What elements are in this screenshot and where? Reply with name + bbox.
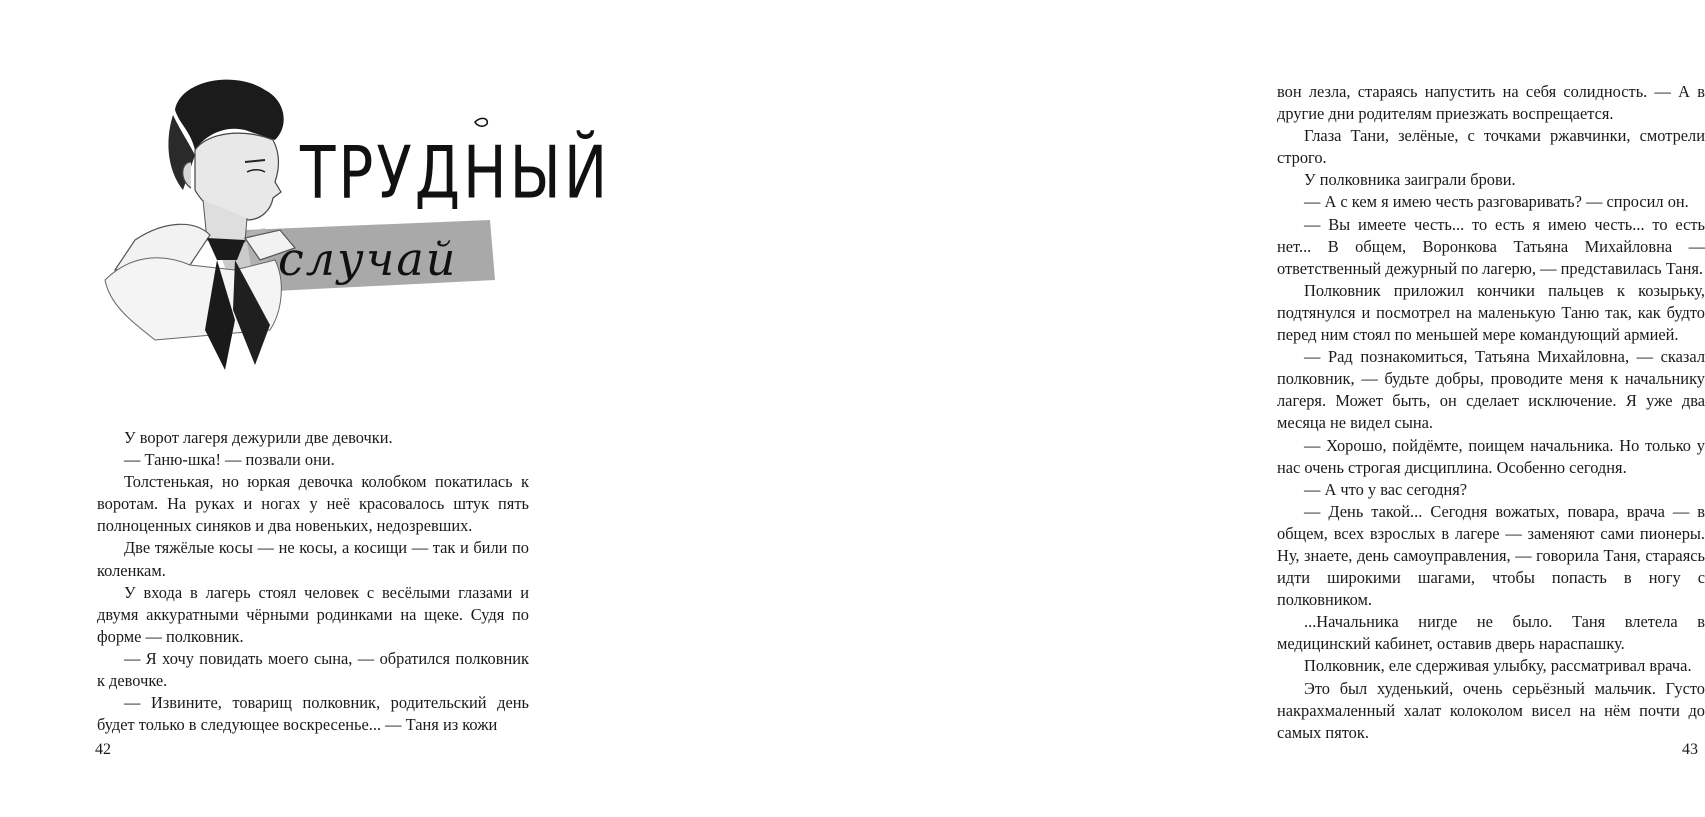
paragraph: — А с кем я имею честь разговаривать? — спросил он. — [1304, 192, 1689, 212]
paragraph: — Я хочу повидать моего сына, — обратился полковник к девочке. — [97, 648, 529, 691]
page-number-right: 43 — [1682, 741, 1698, 758]
left-page-text — [97, 427, 529, 736]
paragraph: — А что у вас сегодня? — [1304, 479, 1468, 499]
chapter-illustration — [95, 70, 515, 390]
paragraph: Это был худенький, очень серьёзный мальчик. Густо накрахмаленный халат колоколом висел на нём почти до самых пяток. — [1277, 678, 1705, 742]
paragraph: — Извините, товарищ полковник, родительский день будет только в следующее воскресенье... — Таня из кожи — [97, 693, 529, 735]
paragraph: — Хорошо, пойдёмте, поищем начальника. Но только у нас очень строгая дисциплина. Особенно сегодня. — [1277, 435, 1705, 477]
paragraph: Две тяжёлые косы — не косы, а косищи — так и били по коленкам. — [97, 538, 529, 580]
paragraph: Глаза Тани, зелёные, с точками ржавчинки, смотрели строго. — [1277, 126, 1705, 168]
paragraph: У ворот лагеря дежурили две девочки. — [124, 428, 393, 447]
paragraph: — Рад познакомиться, Татьяна Михайловна, — сказал полковник, — будьте добры, проводите меня к начальнику лагеря. Может быть, он сделает исключение. Я уже два месяца не видел сына. — [1277, 347, 1705, 433]
paragraph: У входа в лагерь стоял человек с весёлыми глазами и двумя аккуратными чёрными родинками на щеке. Судя по форме — полковник. — [97, 582, 529, 646]
boy-portrait-illustration — [95, 70, 515, 390]
paragraph: Полковник приложил кончики пальцев к козырьку, подтянулся и посмотрел на маленькую Таню так, как будто перед ним стоял по меньшей мере командующий армией. — [1277, 280, 1705, 345]
paragraph: — День такой... Сегодня вожатых, повара, врача — в общем, всех взрослых в лагере — заменяют сами пионеры. Ну, знаете, день самоуправления, — говорила Таня, стараясь идти широкими шагами, чтобы попасть в ногу с полковником. — [1277, 501, 1705, 610]
right-page-text — [1277, 81, 1705, 744]
page-number-left: 42 — [95, 741, 111, 758]
paragraph: ...Начальника нигде не было. Таня влетела в медицинский кабинет, оставив дверь нараспашку. — [1277, 612, 1705, 654]
paragraph: — Вы имеете честь... то есть я имею честь... то есть нет... В общем, Воронкова Татьяна Михайловна — ответственный дежурный по лагерю, — представилась Таня. — [1277, 214, 1705, 278]
paragraph: Толстенькая, но юркая девочка колобком покатилась к воротам. На руках и ногах у неё красовалось штук пять полноценных синяков и два новеньких, недозревших. — [97, 472, 529, 536]
chapter-title-line-2: случай — [278, 232, 458, 286]
left-page — [0, 0, 611, 817]
paragraph-continuation: вон лезла, стараясь напустить на себя солидность. — А в другие дни родителям приезжать воспрещается. — [1277, 82, 1705, 124]
paragraph: — Таню-шка! — позвали они. — [124, 450, 335, 470]
paragraph: У полковника заиграли брови. — [1304, 170, 1516, 190]
right-page — [600, 0, 1705, 817]
chapter-title-line-1: ТРУДНЫЙ — [300, 130, 611, 215]
paragraph: Полковник, еле сдерживая улыбку, рассматривал врача. — [1304, 656, 1692, 676]
